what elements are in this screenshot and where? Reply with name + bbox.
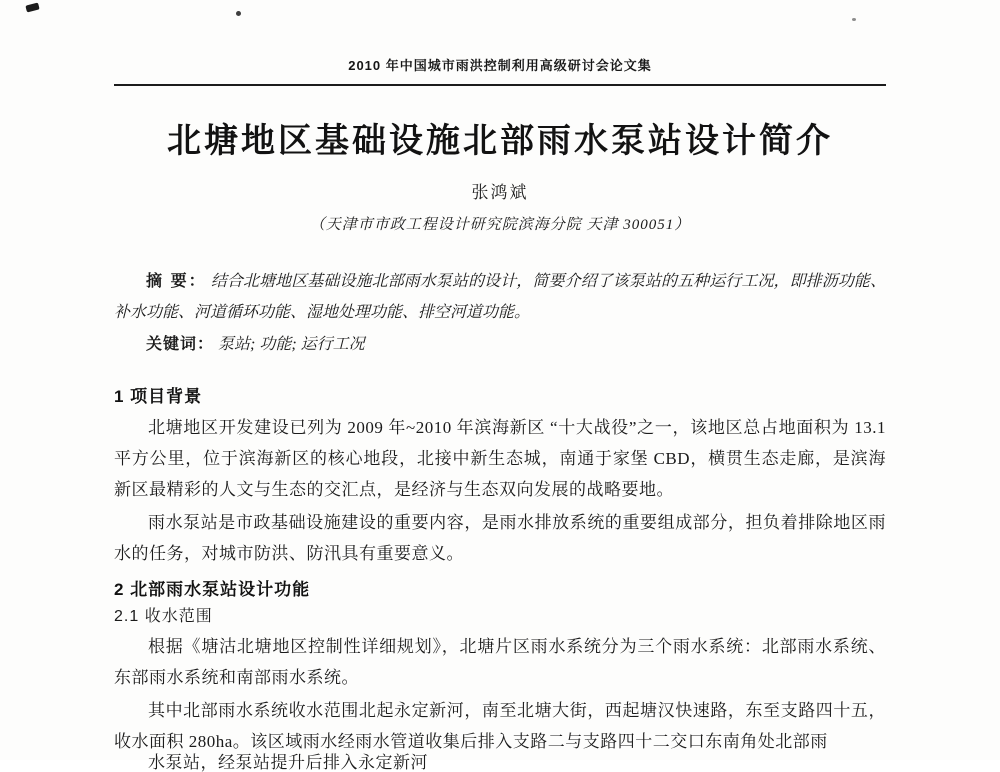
section-1-paragraph-1: 北塘地区开发建设已列为 2009 年~2010 年滨海新区 “十大战役”之一，该地区总占地面积为 13.1 平方公里，位于滨海新区的核心地段，北接中新生态城，南通于家堡 CBD，横贯生态走廊，是滨海新区最精彩的人文与生态的交汇点，是经济与生态双向发展的战略要地。	[114, 418, 886, 499]
author-name: 张鸿斌	[471, 183, 529, 202]
keywords-line	[114, 332, 886, 358]
section-2-paragraph-1: 根据《塘沽北塘地区控制性详细规划》，北塘片区雨水系统分为三个雨水系统：北部雨水系统、东部雨水系统和南部雨水系统。	[114, 637, 886, 687]
section-2-paragraph-2: 其中北部雨水系统收水范围北起永定新河，南至北塘大街，西起塘汉快速路，东至支路四十五，收水面积 280ha。该区域雨水经雨水管道收集后排入支路二与支路四十二交口东南角处北部雨	[114, 701, 886, 751]
keywords-label: 关键词：	[146, 336, 215, 353]
keywords-text: 泵站; 功能; 运行工况	[218, 336, 365, 353]
scan-artifact	[852, 18, 856, 21]
proceedings-header: 2010 年中国城市雨洪控制利用高级研讨会论文集	[348, 58, 652, 73]
page-content	[114, 0, 886, 757]
section-1-paragraph-2: 雨水泵站是市政基础设施建设的重要内容，是雨水排放系统的重要组成部分，担负着排除地区雨水的任务，对城市防洪、防汛具有重要意义。	[114, 513, 886, 563]
paper-title: 北塘地区基础设施北部雨水泵站设计简介	[167, 122, 833, 160]
abstract-text: 结合北塘地区基础设施北部雨水泵站的设计，简要介绍了该泵站的五种运行工况，即排沥功能、补水功能、河道循环功能、湿地处理功能、排空河道功能。	[114, 273, 886, 321]
scan-artifact	[25, 3, 39, 13]
section-2-heading: 2 北部雨水泵站设计功能	[114, 580, 311, 599]
author-affiliation: （天津市市政工程设计研究院滨海分院 天津 300051）	[309, 217, 691, 233]
abstract-label: 摘 要：	[146, 273, 207, 290]
abstract	[114, 266, 886, 328]
clipped-text-line: 水泵站，经泵站提升后排入永定新河	[148, 753, 428, 772]
section-2-1-heading: 2.1 收水范围	[114, 608, 213, 625]
section-1-heading: 1 项目背景	[114, 387, 203, 406]
header-rule	[114, 84, 886, 86]
scan-artifact	[236, 11, 241, 16]
